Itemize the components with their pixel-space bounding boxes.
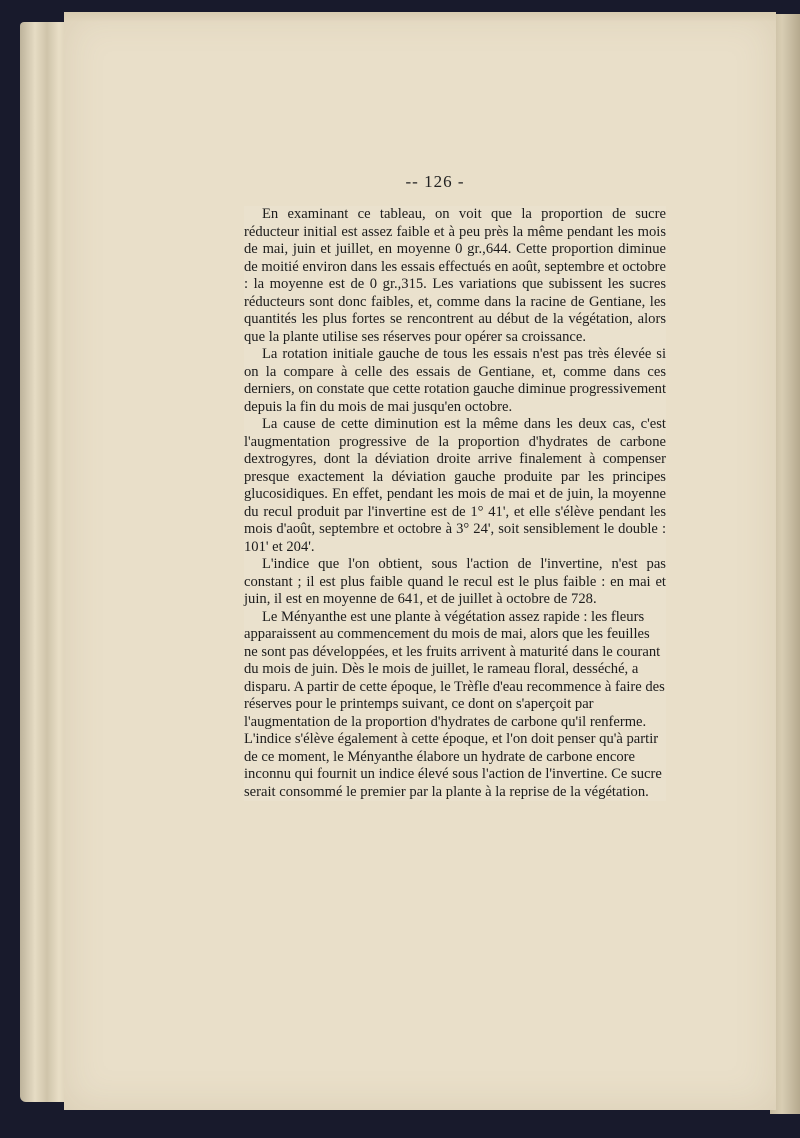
paragraph-3: La cause de cette diminution est la même dans les deux cas, c'est l'augmentation progressive de la proportion d'hydrates de carbone dextrogyres, dont la déviation droite arrive finalement à compenser presque exactement la déviation gauche produite par les principes glucosidiques. En effet, pendant les mois de mai et de juin, la moyenne du recul produit par l'invertine est de 1° 41', et elle s'élève pendant les mois d'août, septembre et octobre à 3° 24', soit sensiblement le double : 101' et 204'.	[244, 416, 666, 555]
pasted-text-block	[244, 206, 666, 801]
book-page	[64, 12, 776, 1110]
page-number: -- 126 -	[405, 172, 465, 191]
paragraph-5: Le Ményanthe est une plante à végétation assez rapide : les fleurs apparaissent au commencement du mois de mai, alors que les feuilles ne sont pas développées, et les fruits arrivent à maturité dans le courant du mois de juin. Dès le mois de juillet, le rameau floral, desséché, a disparu. A partir de cette époque, le Trèfle d'eau recommence à faire des réserves pour le printemps suivant, ce dont on s'aperçoit par l'augmentation de la proportion d'hydrates de carbone qu'il renferme. L'indice s'élève également à cette époque, et l'on doit penser qu'à partir de ce moment, le Ményanthe élabore un hydrate de carbone encore inconnu qui fournit un indice élevé sous l'action de l'invertine. Ce sucre serait consommé le premier par la plante à la reprise de la végétation.	[244, 608, 665, 800]
paragraph-4: L'indice que l'on obtient, sous l'action de l'invertine, n'est pas constant ; il est plus faible quand le recul est le plus faible : en mai et juin, il est en moyenne de 641, et de juillet à octobre de 728.	[244, 556, 666, 607]
paragraph-2: La rotation initiale gauche de tous les essais n'est pas très élevée si on la compare à celle des essais de Gentiane, et, comme dans ces derniers, on constate que cette rotation gauche diminue progressivement depuis la fin du mois de mai jusqu'en octobre.	[244, 346, 666, 415]
paragraph-1: En examinant ce tableau, on voit que la proportion de sucre réducteur initial est assez faible et à peu près la même pendant les mois de mai, juin et juillet, en moyenne 0 gr.,644. Cette proportion diminue de moitié environ dans les essais effectués en août, septembre et octobre : la moyenne est de 0 gr.,315. Les variations que subissent les sucres réducteurs sont donc faibles, et, comme dans la racine de Gentiane, les quantités les plus fortes se rencontrent au début de la végétation, alors que la plante utilise ses réserves pour opérer sa croissance.	[244, 206, 666, 345]
